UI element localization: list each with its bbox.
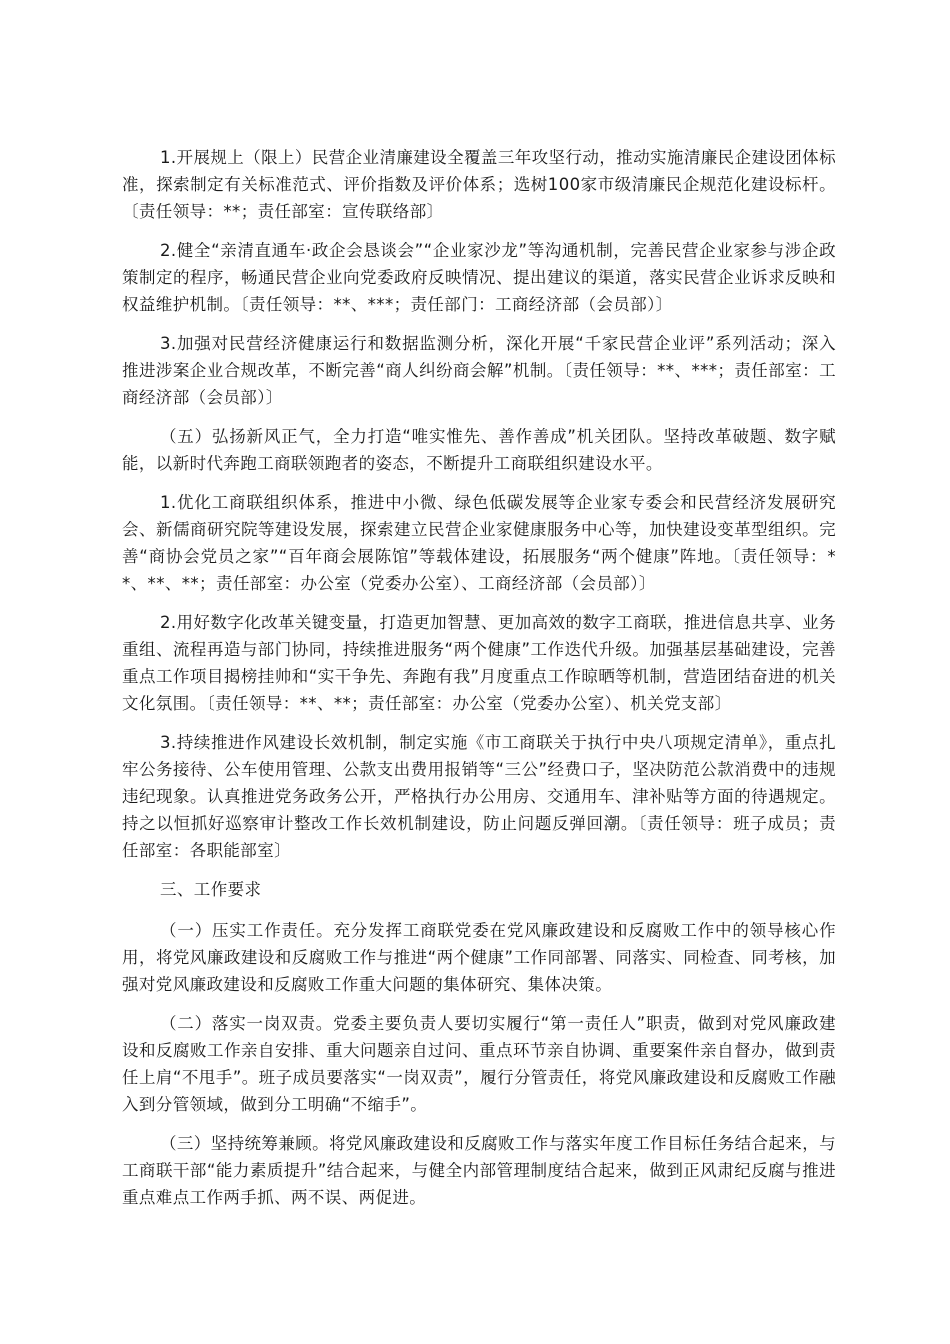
requirement-3-coordination: （三）坚持统筹兼顾。将党风廉政建设和反腐败工作与落实年度工作目标任务结合起来，与工商联干部“能力素质提升”结合起来，与健全内部管理制度结合起来，做到正风肃纪反腐与推进重点难点工作两手抓、两不误、两促进。 bbox=[122, 1134, 836, 1207]
section-3-heading: 三、工作要求 bbox=[160, 880, 262, 899]
item-3-work-style: 3.持续推进作风建设长效机制，制定实施《市工商联关于执行中央八项规定清单》，重点扎牢公务接待、公车使用管理、公款支出费用报销等“三公”经费口子，坚决防范公款消费中的违规违纪现象。认真推进党务政务公开，严格执行办公用房、交通用车、津补贴等方面的待遇规定。持之以恒抓好巡察审计整改工作长效机制建设，防止问题反弹回潮。〔责任领导：班子成员；责任部室：各职能部室〕 bbox=[122, 733, 836, 860]
item-2-digital-reform: 2.用好数字化改革关键变量，打造更加智慧、更加高效的数字工商联，推进信息共享、业务重组、流程再造与部门协同，持续推进服务“两个健康”工作迭代升级。加强基层基础建设，完善重点工作项目揭榜挂帅和“实干争先、奔跑有我”月度重点工作晾晒等机制，营造团结奋进的机关文化氛围。〔责任领导：**、**；责任部室：办公室（党委办公室）、机关党支部〕 bbox=[122, 613, 836, 713]
item-3-economic-monitoring: 3.加强对民营经济健康运行和数据监测分析，深化开展“千家民营企业评”系列活动；深入推进涉案企业合规改革，不断完善“商人纠纷商会解”机制。〔责任领导：**、***；责任部室：工商经济部（会员部）〕 bbox=[122, 334, 836, 407]
item-2-communication-mechanism: 2.健全“亲清直通车·政企会恳谈会”“企业家沙龙”等沟通机制，完善民营企业家参与涉企政策制定的程序，畅通民营企业向党委政府反映情况、提出建议的渠道，落实民营企业诉求反映和权益维护机制。〔责任领导：**、***；责任部门：工商经济部（会员部）〕 bbox=[122, 241, 836, 314]
document-page bbox=[122, 144, 836, 1223]
item-1-organization-system: 1.优化工商联组织体系，推进中小微、绿色低碳发展等企业家专委会和民营经济发展研究会、新儒商研究院等建设发展，探索建立民营企业家健康服务中心等，加快建设变革型组织。完善“商协会党员之家”“百年商会展陈馆”等载体建设，拓展服务“两个健康”阵地。〔责任领导：**、**、**；责任部室：办公室（党委办公室）、工商经济部（会员部）〕 bbox=[122, 493, 836, 593]
section-5-heading-paragraph: （五）弘扬新风正气，全力打造“唯实惟先、善作善成”机关团队。坚持改革破题、数字赋能，以新时代奔跑工商联领跑者的姿态，不断提升工商联组织建设水平。 bbox=[122, 427, 836, 473]
requirement-2-dual-duty: （二）落实一岗双责。党委主要负责人要切实履行“第一责任人”职责，做到对党风廉政建设和反腐败工作亲自安排、重大问题亲自过问、重点环节亲自协调、重要案件亲自督办，做到责任上肩“不甩手”。班子成员要落实“一岗双责”，履行分管责任，将党风廉政建设和反腐败工作融入到分管领域，做到分工明确“不缩手”。 bbox=[122, 1014, 836, 1114]
requirement-1-responsibility: （一）压实工作责任。充分发挥工商联党委在党风廉政建设和反腐败工作中的领导核心作用，将党风廉政建设和反腐败工作与推进“两个健康”工作同部署、同落实、同检查、同考核，加强对党风廉政建设和反腐败工作重大问题的集体研究、集体决策。 bbox=[122, 921, 836, 994]
item-1-clean-enterprise: 1.开展规上（限上）民营企业清廉建设全覆盖三年攻坚行动，推动实施清廉民企建设团体标准，探索制定有关标准范式、评价指数及评价体系；选树100家市级清廉民企规范化建设标杆。〔责任领导：**；责任部室：宣传联络部〕 bbox=[122, 148, 836, 221]
